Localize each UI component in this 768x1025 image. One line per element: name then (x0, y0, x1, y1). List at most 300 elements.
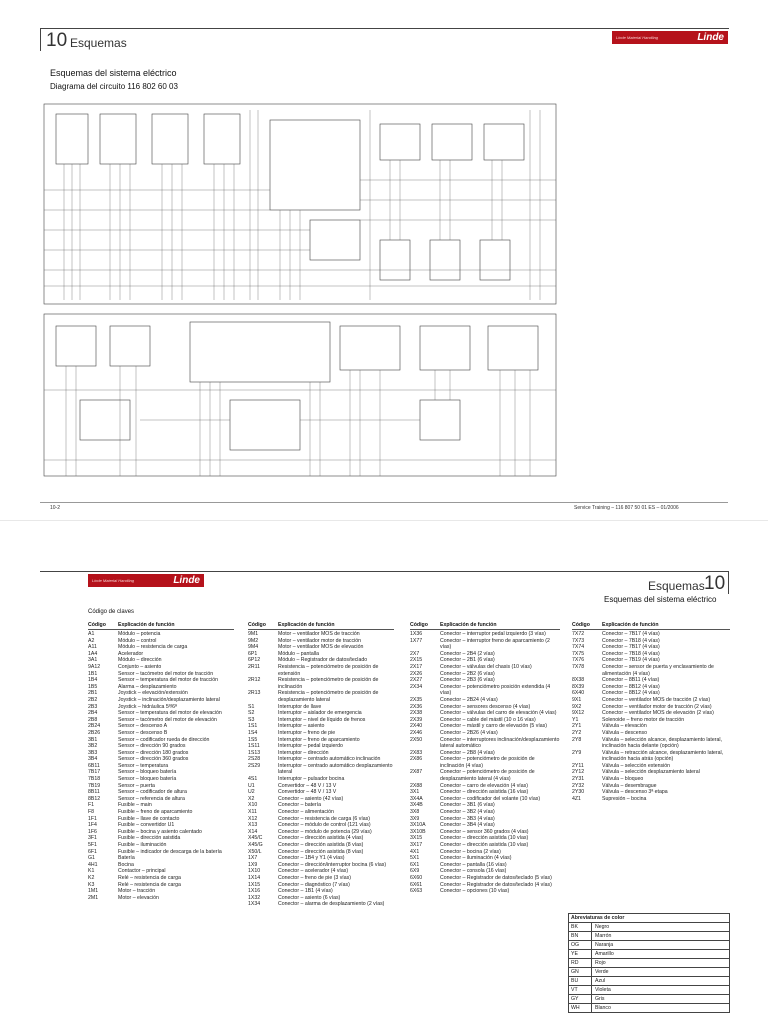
legend-row (410, 875, 560, 882)
legend-row (248, 829, 394, 836)
component-code: 2B1 (88, 690, 98, 697)
legend-row (88, 677, 234, 684)
legend-row (88, 776, 234, 783)
legend-row (410, 789, 560, 796)
code-header: Código (88, 622, 106, 628)
component-description: Conector – resistencia de carga (6 vías) (278, 815, 370, 822)
component-code: 2Y11 (572, 762, 584, 769)
component-description: Fusible – iluminación (118, 842, 167, 848)
document-reference: Service Training – 116 807 50 01 ES – 01/2006 (574, 505, 679, 511)
color-row (568, 968, 730, 977)
component-description: Válvula – bloqueo (602, 776, 644, 783)
component-code: 4Z1 (572, 795, 581, 802)
component-description: Conector – dirección/interruptor bocina (6 vías) (278, 861, 387, 868)
legend-row (572, 723, 730, 730)
component-description: Conector – alarma de desplazamiento (2 vías) (278, 901, 385, 908)
component-code: 2Y9 (572, 749, 582, 756)
component-description: Interruptor – pulsador bocina (278, 776, 345, 783)
legend-header-row (572, 622, 730, 630)
component-description: Fusible – main (118, 802, 152, 809)
component-description: Válvula – descenso (602, 729, 647, 736)
legend-row (88, 835, 234, 842)
legend-row (248, 638, 394, 645)
component-code: 9M1 (248, 631, 259, 637)
legend-row (248, 651, 394, 658)
component-description: Conector – Registrador de datos/teclado (5 vías) (440, 874, 552, 881)
legend-row (410, 829, 560, 836)
legend-row (572, 644, 730, 651)
component-description: Conector – 8B11 (4 vías) (602, 677, 660, 684)
legend-row (248, 631, 394, 638)
component-code: 1S1 (248, 723, 258, 730)
color-code: GN (569, 968, 592, 976)
component-code: 7X74 (572, 644, 585, 651)
component-code: X14 (248, 828, 258, 835)
legend-row (410, 842, 560, 849)
component-code: 2Y31 (572, 776, 585, 783)
logo-brand: Linde (697, 32, 724, 43)
component-description: Motor – ventilador MOS de tracción (278, 631, 360, 637)
legend-row (572, 730, 730, 737)
component-description: Conector – 2B24 (4 vías) (440, 696, 498, 703)
chapter-title: Esquemas (70, 36, 127, 50)
code-header: Código (248, 622, 266, 628)
legend-row (248, 862, 394, 869)
component-code: 2X7 (410, 650, 420, 657)
legend-row (88, 631, 234, 638)
color-name: Violeta (595, 987, 611, 993)
color-name: Marrón (595, 933, 612, 939)
component-description: Resistencia – potenciómetro de posición de desplazamiento lateral (278, 690, 379, 703)
component-description: Sensor – dirección 90 grados (118, 743, 186, 750)
component-code: 2R11 (248, 663, 261, 670)
color-name: Naranja (595, 942, 614, 948)
component-description: Conector – codificador del volante (10 vías) (440, 795, 541, 802)
component-description: Conector – asiento (6 vías) (278, 894, 341, 901)
component-description: Sensor – dirección 180 grados (118, 749, 189, 756)
legend-row (572, 796, 730, 803)
color-name: Azul (595, 978, 606, 984)
component-description: Conector – bocina (2 vías) (440, 848, 501, 855)
component-code: 8X38 (572, 677, 585, 684)
component-description: Válvula – retracción alcance, desplazamiento lateral, inclinación hacia atrás (opción) (602, 749, 724, 763)
legend-row (88, 842, 234, 849)
legend-row (410, 882, 560, 889)
component-description: Válvula – descenso 3ª etapa (602, 789, 668, 796)
legend-row (248, 743, 394, 750)
component-code: 6P12 (248, 657, 261, 664)
component-code: 2Y1 (572, 723, 582, 730)
component-description: Conector – dirección asistida (4 vías) (278, 835, 364, 842)
color-name: Blanco (595, 1005, 611, 1011)
legend-row (572, 717, 730, 724)
component-description: Relé – resistencia de carga (118, 874, 181, 881)
component-description: Conector – sensores descenso (4 vías) (440, 703, 531, 710)
component-code: 1M1 (88, 888, 99, 895)
component-code: 2X40 (410, 723, 423, 730)
legend-row (248, 802, 394, 809)
component-code: 9X2 (572, 703, 582, 710)
component-description: Fusible – convertidor U1 (118, 822, 175, 829)
component-code: 1X36 (410, 631, 423, 637)
component-description: Relé – resistencia de carga (118, 881, 181, 888)
component-description: Conector – 7B17 (4 vías) (602, 631, 660, 637)
legend-header-row (410, 622, 560, 630)
color-row (568, 932, 730, 941)
legend-row (572, 789, 730, 796)
component-code: 2B3 (88, 703, 98, 710)
component-description: Conector – 2B8 (4 vías) (440, 749, 495, 756)
component-description: Motor – elevación (118, 894, 159, 901)
legend-row (88, 638, 234, 645)
component-code: 3F1 (88, 835, 97, 842)
legend-row (88, 783, 234, 790)
component-description: Conjunto – asiento (118, 663, 162, 670)
component-code: X45/C (248, 835, 263, 842)
component-description: Conector – 2B1 (6 vías) (440, 657, 495, 664)
component-description: Conector – 3B4 (4 vías) (440, 822, 495, 829)
component-code: 1B5 (88, 683, 98, 690)
component-code: X13 (248, 822, 258, 829)
component-code: 3X15 (410, 835, 423, 842)
color-name: Gris (595, 996, 605, 1002)
component-description: Válvula – selección alcance, desplazamiento lateral, inclinación hacia delante (opción) (602, 736, 722, 750)
color-row (568, 959, 730, 968)
component-description: Conector – ventilador motor de tracción (2 vías) (602, 703, 712, 710)
logo-tagline: Linde Material Handling (92, 578, 135, 583)
legend-row (410, 697, 560, 704)
component-code: 9M4 (248, 644, 259, 651)
component-code: 2X50 (410, 736, 423, 743)
component-description: Batería (118, 855, 135, 862)
legend-row (248, 750, 394, 757)
legend-row (248, 809, 394, 816)
color-code: BU (569, 977, 592, 985)
chapter-number: 10 (46, 30, 68, 51)
legend-row (248, 888, 394, 895)
component-code: 1A4 (88, 650, 98, 657)
color-row (568, 923, 730, 932)
logo-brand: Linde (173, 575, 200, 586)
component-description: Acelerador (118, 650, 144, 657)
legend-row (410, 769, 560, 782)
color-code: RD (569, 959, 592, 967)
legend-row (572, 664, 730, 677)
legend-row (410, 717, 560, 724)
legend-row (88, 829, 234, 836)
component-description: Conector – 7B19 (4 vías) (602, 657, 660, 664)
legend-row (572, 704, 730, 711)
component-description: Conector – 2B4 (2 vías) (440, 650, 495, 657)
component-code: 1F6 (88, 828, 97, 835)
legend-row (248, 710, 394, 717)
component-description: Conector – dirección asistida (10 vías) (440, 842, 529, 848)
legend-row (88, 684, 234, 691)
linde-logo (612, 31, 728, 44)
component-code: 1X14 (248, 874, 261, 881)
component-description: Sensor – temperatura del motor de elevación (118, 710, 222, 717)
color-name: Negro (595, 924, 610, 930)
legend-row (88, 769, 234, 776)
legend-row (248, 664, 394, 677)
component-description: Fusible – dirección asistida (118, 835, 181, 842)
legend-row (88, 888, 234, 895)
legend-row (572, 631, 730, 638)
legend-row (572, 697, 730, 704)
component-description: Conector – 1B4 y Y1 (4 vías) (278, 855, 345, 862)
logo-tagline: Linde Material Handling (616, 35, 659, 40)
legend-row (572, 651, 730, 658)
component-description: Sensor – tacómetro del motor de tracción (118, 670, 214, 677)
component-description: Motor – tracción (118, 888, 156, 895)
component-code: 2X39 (410, 716, 423, 723)
legend-row (572, 684, 730, 691)
component-code: 3B4 (88, 756, 98, 763)
legend-row (248, 657, 394, 664)
legend-row (410, 822, 560, 829)
component-description: Fusible – freno de aparcamiento (118, 809, 193, 816)
component-code: X45/G (248, 842, 263, 848)
component-description: Interruptor – asiento (278, 723, 325, 730)
component-description: Fusible – llave de contacto (118, 815, 180, 822)
component-description: Conector – módulo de potencia (29 vías) (278, 828, 372, 835)
component-description: Conector – mástil y carro de elevación (5 vías) (440, 723, 547, 730)
legend-column-3 (410, 609, 560, 895)
component-description: Convertidor – 48 V / 13 V (278, 782, 337, 789)
component-description: Conector – batería (278, 802, 321, 809)
component-code: 1B1 (88, 670, 98, 677)
legend-row (88, 756, 234, 763)
legend-row (410, 657, 560, 664)
color-code: OG (569, 941, 592, 949)
legend-row (572, 783, 730, 790)
component-code: 2S28 (248, 756, 261, 763)
legend-row (88, 816, 234, 823)
component-description: Conector – 2B26 (4 vías) (440, 729, 498, 736)
component-description: Conector – potenciómetro posición extendida (4 vías) (440, 683, 551, 697)
component-description: Conector – 7B17 (4 vías) (602, 644, 660, 651)
legend-row (572, 776, 730, 783)
component-code: 6P1 (248, 650, 258, 657)
component-description: Conector – 3B3 (4 vías) (440, 815, 495, 822)
component-code: S2 (248, 710, 255, 717)
component-description: Conector – pantalla (16 vías) (440, 861, 507, 868)
component-code: S3 (248, 716, 255, 723)
legend-row (88, 789, 234, 796)
color-code: BN (569, 932, 592, 940)
legend-row (88, 671, 234, 678)
legend-row (88, 882, 234, 889)
component-code: 1F4 (88, 822, 97, 829)
component-code: 2B26 (88, 729, 101, 736)
component-code: 7B19 (88, 782, 101, 789)
legend-row (410, 684, 560, 697)
legend-row (88, 868, 234, 875)
legend-row (248, 763, 394, 776)
legend-row (410, 737, 560, 750)
page-number: 10-2 (50, 505, 61, 511)
component-description: Conector – sensor de puerta y enclavamiento de alimentación (4 vías) (602, 663, 714, 677)
description-header: Explicación de función (602, 622, 659, 628)
component-code: 2M1 (88, 894, 99, 901)
legend-row (572, 710, 730, 717)
color-code: YE (569, 950, 592, 958)
component-code: 8B11 (88, 789, 100, 796)
component-code: 1X10 (248, 868, 261, 875)
component-code: 6F1 (88, 848, 97, 855)
wiring-schematic (40, 100, 560, 480)
component-code: 3X1 (410, 789, 420, 796)
legend-column-2 (248, 609, 394, 908)
legend-row (88, 704, 234, 711)
component-code: 2X27 (410, 677, 423, 684)
component-description: Módulo – pantalla (278, 650, 319, 657)
legend-row (248, 677, 394, 690)
legend-row (248, 816, 394, 823)
legend-header-row (248, 622, 394, 630)
code-header: Código (410, 622, 428, 628)
component-description: Resistencia – potenciómetro de posición de inclinación (278, 677, 379, 690)
component-description: Conector – potenciómetro de posición de inclinación (4 vías) (440, 756, 535, 769)
legend-row (572, 750, 730, 763)
legend-row (248, 882, 394, 889)
component-description: Supresión – bocina (602, 795, 647, 802)
component-description: Conector – ventilador MOS de tracción (2 vías) (602, 696, 711, 703)
component-description: Bocina (118, 861, 134, 868)
component-code: 7X76 (572, 657, 585, 664)
component-code: 2S29 (248, 762, 261, 769)
component-description: Contactor – principal (118, 868, 166, 875)
component-description: Conector – válvulas del chasis (10 vías) (440, 663, 532, 670)
page-header (40, 571, 729, 594)
page-title: Esquemas del sistema eléctrico (50, 68, 177, 78)
component-description: Conector – freno de pie (3 vías) (278, 874, 351, 881)
component-description: Interruptor – centrado automático inclinación (278, 756, 381, 763)
legend-row (410, 677, 560, 684)
legend-row (410, 855, 560, 862)
component-code: 4H1 (88, 861, 98, 868)
component-code: 7B18 (88, 776, 101, 783)
component-code: 2X88 (410, 782, 423, 789)
component-code: 4X1 (410, 848, 420, 855)
component-code: G1 (88, 855, 95, 862)
component-code: 9X1 (572, 696, 582, 703)
legend-row (410, 862, 560, 869)
component-code: 5F1 (88, 842, 97, 848)
legend-row (248, 783, 394, 790)
legend-header-row (88, 622, 234, 630)
legend-row (410, 849, 560, 856)
component-code: 2X26 (410, 670, 423, 677)
legend-row (410, 809, 560, 816)
component-code: 1X15 (248, 881, 261, 888)
component-code: 2B24 (88, 723, 101, 730)
component-code: X12 (248, 815, 258, 822)
component-code: F1 (88, 802, 95, 809)
component-code: K3 (88, 881, 95, 888)
component-code: 9X12 (572, 710, 585, 717)
color-code: VT (569, 986, 592, 994)
component-description: Sensor – codificador rueda de dirección (118, 736, 210, 743)
component-description: Conector – dirección asistida (16 vías) (440, 789, 529, 796)
component-description: Interruptor de llave (278, 703, 322, 710)
component-code: 2X35 (410, 696, 423, 703)
component-code: 2X15 (410, 657, 423, 664)
component-description: Conector – dirección asistida (8 vías) (278, 842, 364, 848)
component-code: 6X9 (410, 868, 420, 875)
legend-row (248, 704, 394, 711)
component-code: 7X72 (572, 631, 585, 637)
chapter-title: Esquemas (648, 579, 705, 593)
component-description: Sensor – dirección 360 grados (118, 756, 189, 763)
legend-row (410, 796, 560, 803)
legend-row (88, 849, 234, 856)
description-header: Explicación de función (278, 622, 335, 628)
component-description: Conector – acelerador (4 vías) (278, 868, 349, 875)
legend-row (572, 737, 730, 750)
component-description: Válvula – desembrague (602, 782, 657, 789)
component-code: 2X17 (410, 663, 423, 670)
component-code: 2B4 (88, 710, 98, 717)
legend-row (410, 710, 560, 717)
code-header: Código (572, 622, 590, 628)
component-code: 8B12 (88, 795, 101, 802)
component-code: 1S4 (248, 729, 258, 736)
component-description: Conector – dirección asistida (8 vías) (278, 848, 364, 855)
manual-page-2 (0, 520, 768, 1025)
component-description: Motor – ventilador motor de tracción (278, 637, 362, 644)
legend-row (410, 756, 560, 769)
component-description: Conector – 7B18 (4 vías) (602, 650, 660, 657)
component-description: Sensor – bloqueo batería (118, 776, 177, 783)
legend-row (410, 651, 560, 658)
component-description: Conector – 2B2 (6 vías) (440, 670, 495, 677)
legend-row (88, 717, 234, 724)
component-description: Conector – cable del mástil (10 o 16 vías) (440, 716, 536, 723)
component-code: 9M2 (248, 637, 259, 644)
component-code: 2X46 (410, 729, 423, 736)
color-abbreviations-table (568, 913, 730, 1013)
component-code: A11 (88, 644, 97, 651)
component-code: 3A1 (88, 657, 98, 664)
component-code: 1S5 (248, 736, 258, 743)
component-description: Conector – diagnóstico (7 vías) (278, 881, 350, 888)
component-code: 8X39 (572, 683, 585, 690)
component-description: Válvula – selección extensión (602, 762, 671, 769)
component-code: K2 (88, 874, 95, 881)
component-code: 2Y2 (572, 729, 582, 736)
component-description: Interruptor – centrado automático desplazamiento lateral (278, 762, 393, 776)
color-code: WH (569, 1004, 592, 1012)
component-code: 2Y12 (572, 769, 585, 776)
component-description: Conector – sensor 360 grados (4 vías) (440, 828, 529, 835)
component-description: Conector – opciones (10 vías) (440, 888, 510, 895)
component-code: 2R13 (248, 690, 261, 697)
component-description: Joystick – hidráulica 5ª/6ª (118, 703, 177, 710)
component-description: Sensor – temperatura (118, 762, 169, 769)
component-description: Sensor – descenso B (118, 729, 168, 736)
component-code: U2 (248, 789, 255, 796)
component-description: Sensor – puerta (118, 782, 155, 789)
component-code: 9A12 (88, 663, 101, 670)
legend-row (248, 737, 394, 744)
component-code: 3X10B (410, 828, 426, 835)
component-description: Conector – dirección asistida (10 vías) (440, 835, 529, 842)
legend-column-1 (88, 609, 234, 901)
legend-row (248, 776, 394, 783)
color-code: BK (569, 923, 592, 931)
component-description: Interruptor – freno de pie (278, 729, 336, 736)
